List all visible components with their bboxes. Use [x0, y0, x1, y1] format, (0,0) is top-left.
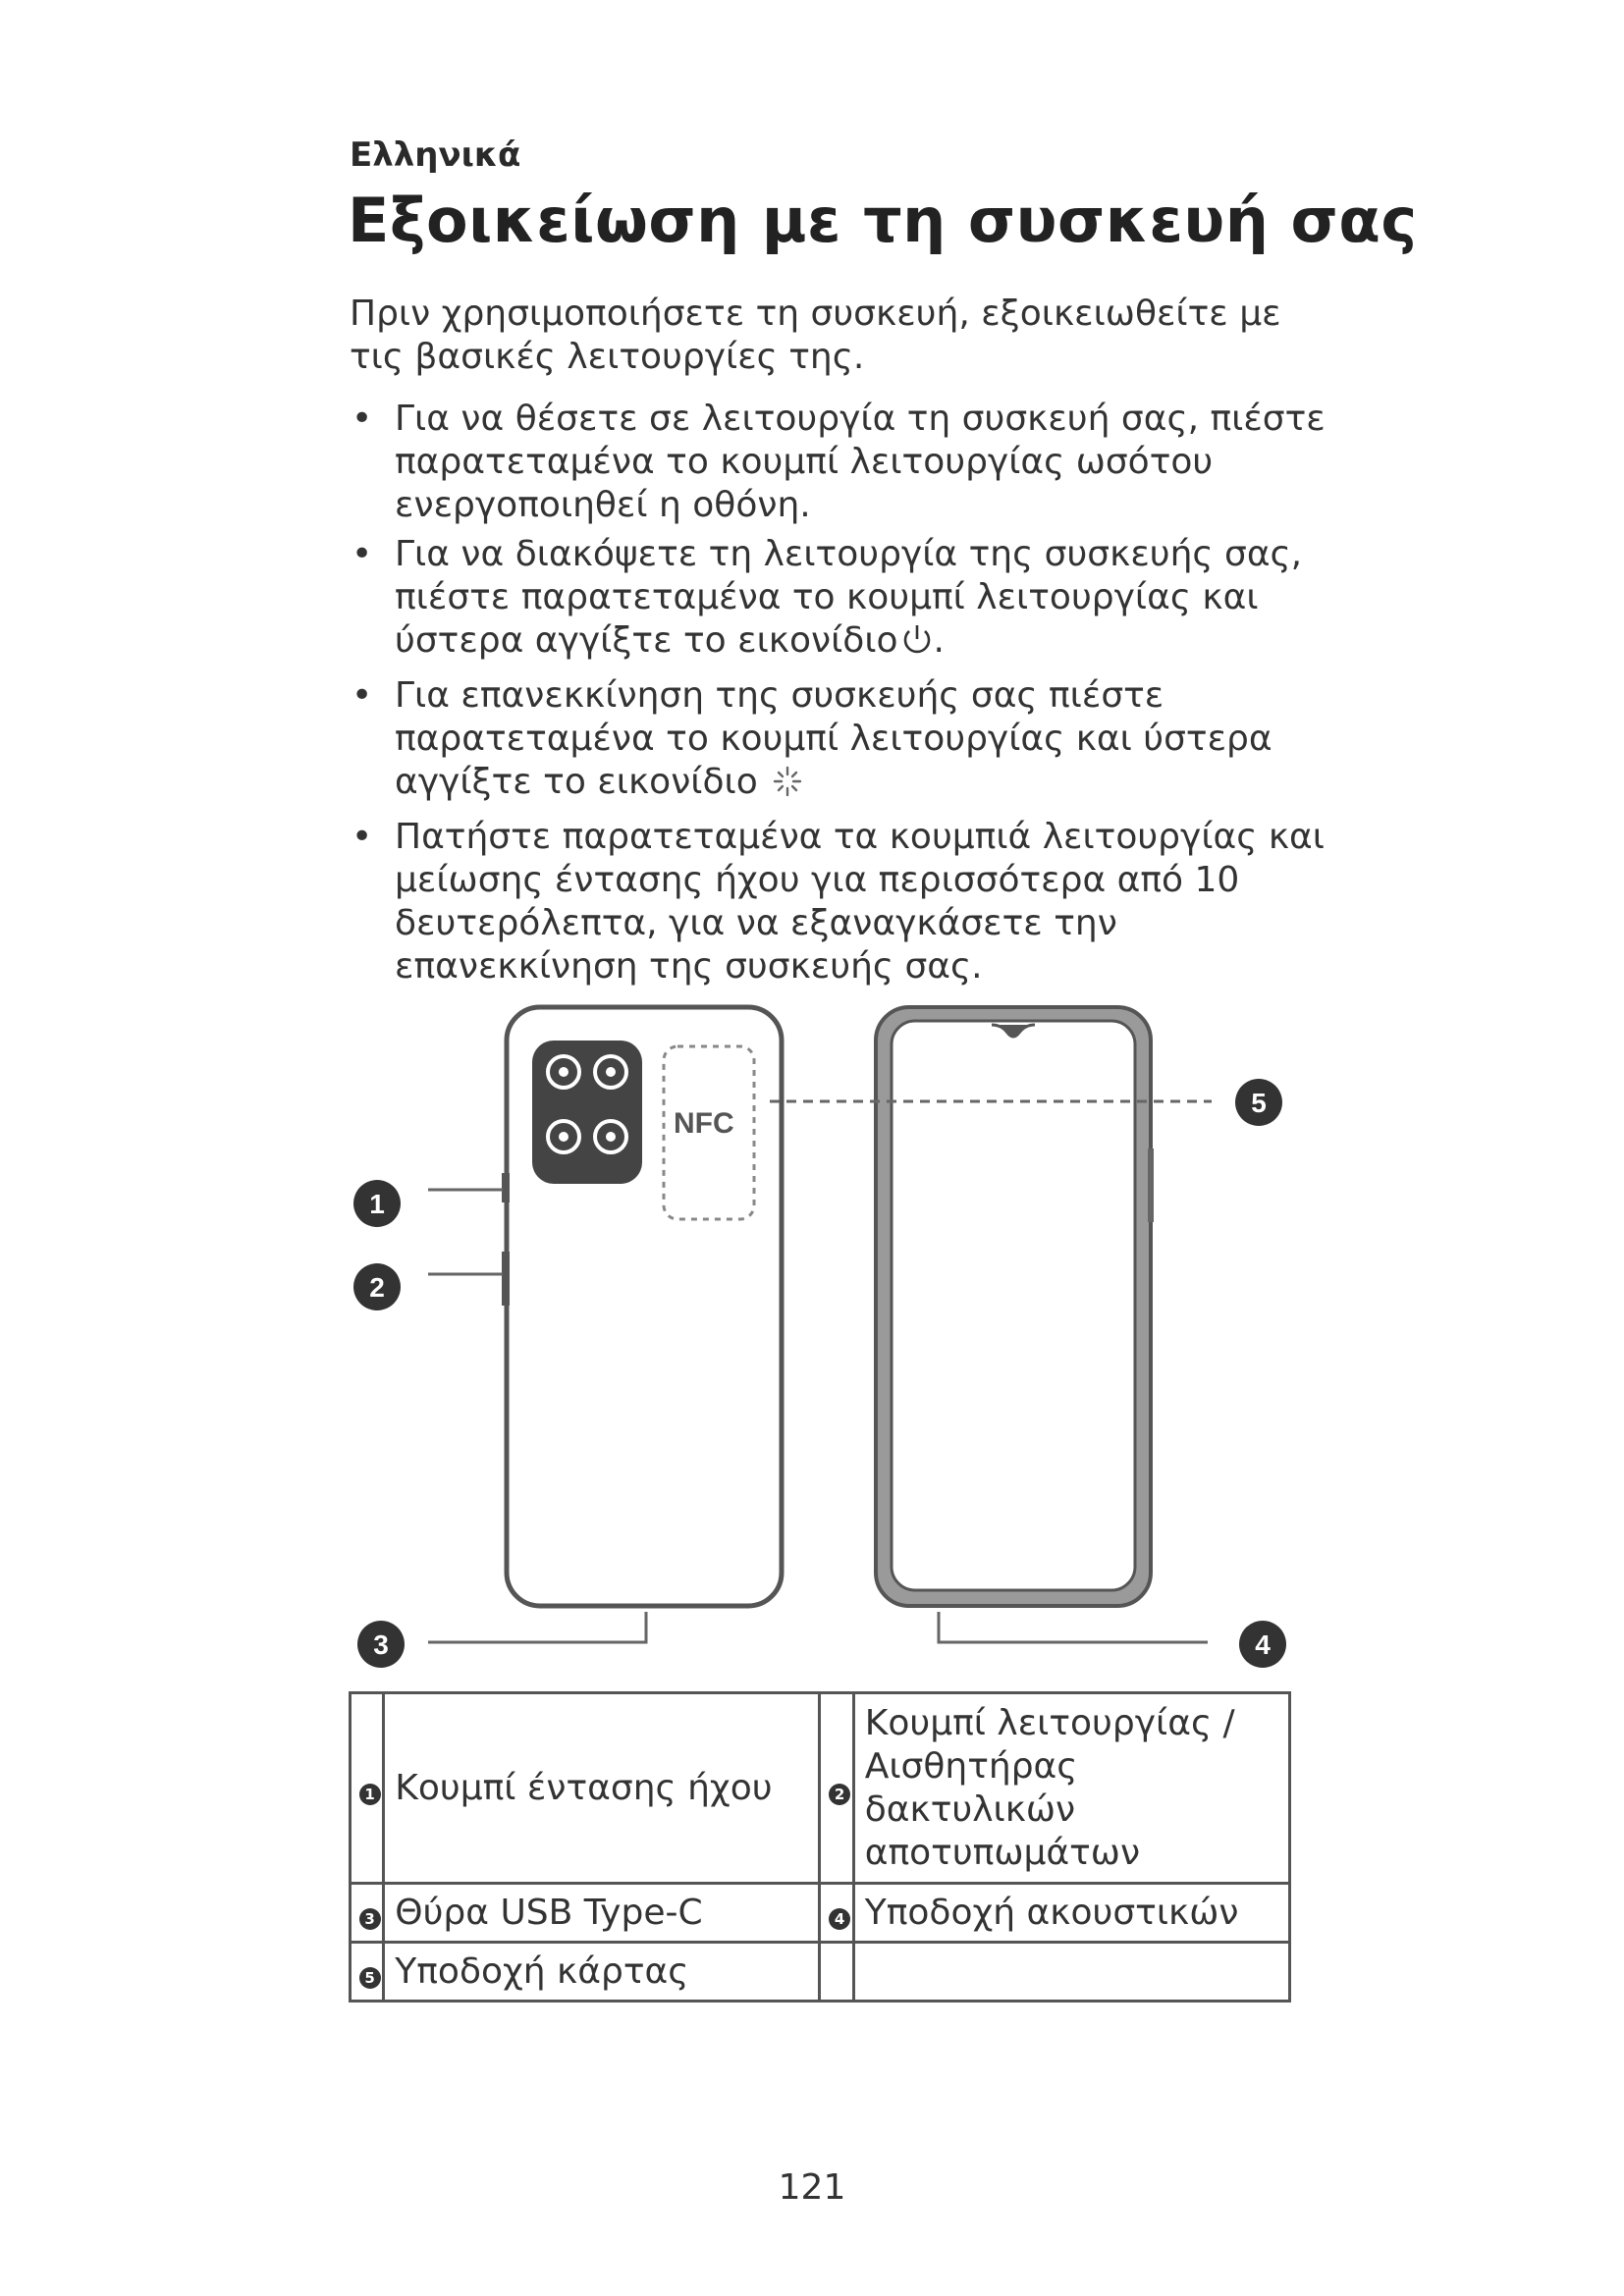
language-label: Ελληνικά [350, 135, 521, 175]
row-badge: 2 [829, 1784, 850, 1805]
bullet-text: Για να θέσετε σε λειτουργία τη συσκευή σας, πιέστε παρατεταμένα το κουμπί λειτουργίας ωσότου ενεργοποιηθεί η οθόνη. [395, 399, 1326, 525]
camera-module [532, 1041, 642, 1184]
callout-1: 1 [369, 1189, 385, 1219]
bullet-text: Για να διακόψετε τη λειτουργία της συσκευής σας, πιέστε παρατεταμένα το κουμπί λειτουργίας και ύστερα αγγίξτε το εικονίδιο [395, 534, 1303, 661]
row-badge: 4 [829, 1908, 850, 1930]
table-cell [853, 1943, 1289, 2002]
table-cell: Κουμπί έντασης ήχου [384, 1693, 820, 1884]
list-item [350, 674, 1331, 810]
row-badge: 3 [359, 1908, 381, 1930]
page-number: 121 [778, 2167, 846, 2208]
callout-3: 3 [373, 1629, 389, 1660]
device-diagram [334, 1001, 1296, 1688]
list-item [350, 533, 1331, 668]
bullet-text: Πατήστε παρατεταμένα τα κουμπιά λειτουργίας και μείωσης έντασης ήχου για περισσότερα από 10 δευτερόλεπτα, για να εξαναγκάσετε την επανεκκίνηση της συσκευής σας. [395, 817, 1325, 987]
components-table [349, 1691, 1291, 2002]
restart-icon [771, 764, 804, 810]
nfc-label: NFC [674, 1107, 734, 1140]
table-cell: Υποδοχή κάρτας [384, 1943, 820, 2002]
instructions-list [350, 398, 1331, 994]
callout-4: 4 [1255, 1629, 1271, 1660]
table-cell: Κουμπί λειτουργίας / Αισθητήρας δακτυλικών αποτυπωμάτων [853, 1693, 1289, 1884]
callout-5: 5 [1251, 1088, 1267, 1118]
callout-2: 2 [369, 1272, 385, 1303]
bullet-period: . [933, 620, 945, 661]
table-row [351, 1693, 1290, 1884]
table-row [351, 1884, 1290, 1943]
table-cell: Υποδοχή ακουστικών [853, 1884, 1289, 1943]
phone-back [506, 1007, 782, 1606]
row-badge: 1 [359, 1784, 381, 1805]
list-item [350, 398, 1331, 527]
page-title: Εξοικείωση με τη συσκευή σας [348, 185, 1418, 256]
phone-front [876, 1007, 1151, 1606]
intro-paragraph: Πριν χρησιμοποιήσετε τη συσκευή, εξοικειωθείτε με τις βασικές λειτουργίες της. [350, 294, 1281, 377]
table-row [351, 1943, 1290, 2002]
row-badge: 5 [359, 1967, 381, 1989]
table-cell: Θύρα USB Type-C [384, 1884, 820, 1943]
list-item [350, 816, 1331, 988]
power-icon [900, 622, 934, 668]
bullet-text: Για επανεκκίνηση της συσκευής σας πιέστε παρατεταμένα το κουμπί λειτουργίας και ύστερα αγγίξτε το εικονίδιο [395, 675, 1272, 802]
